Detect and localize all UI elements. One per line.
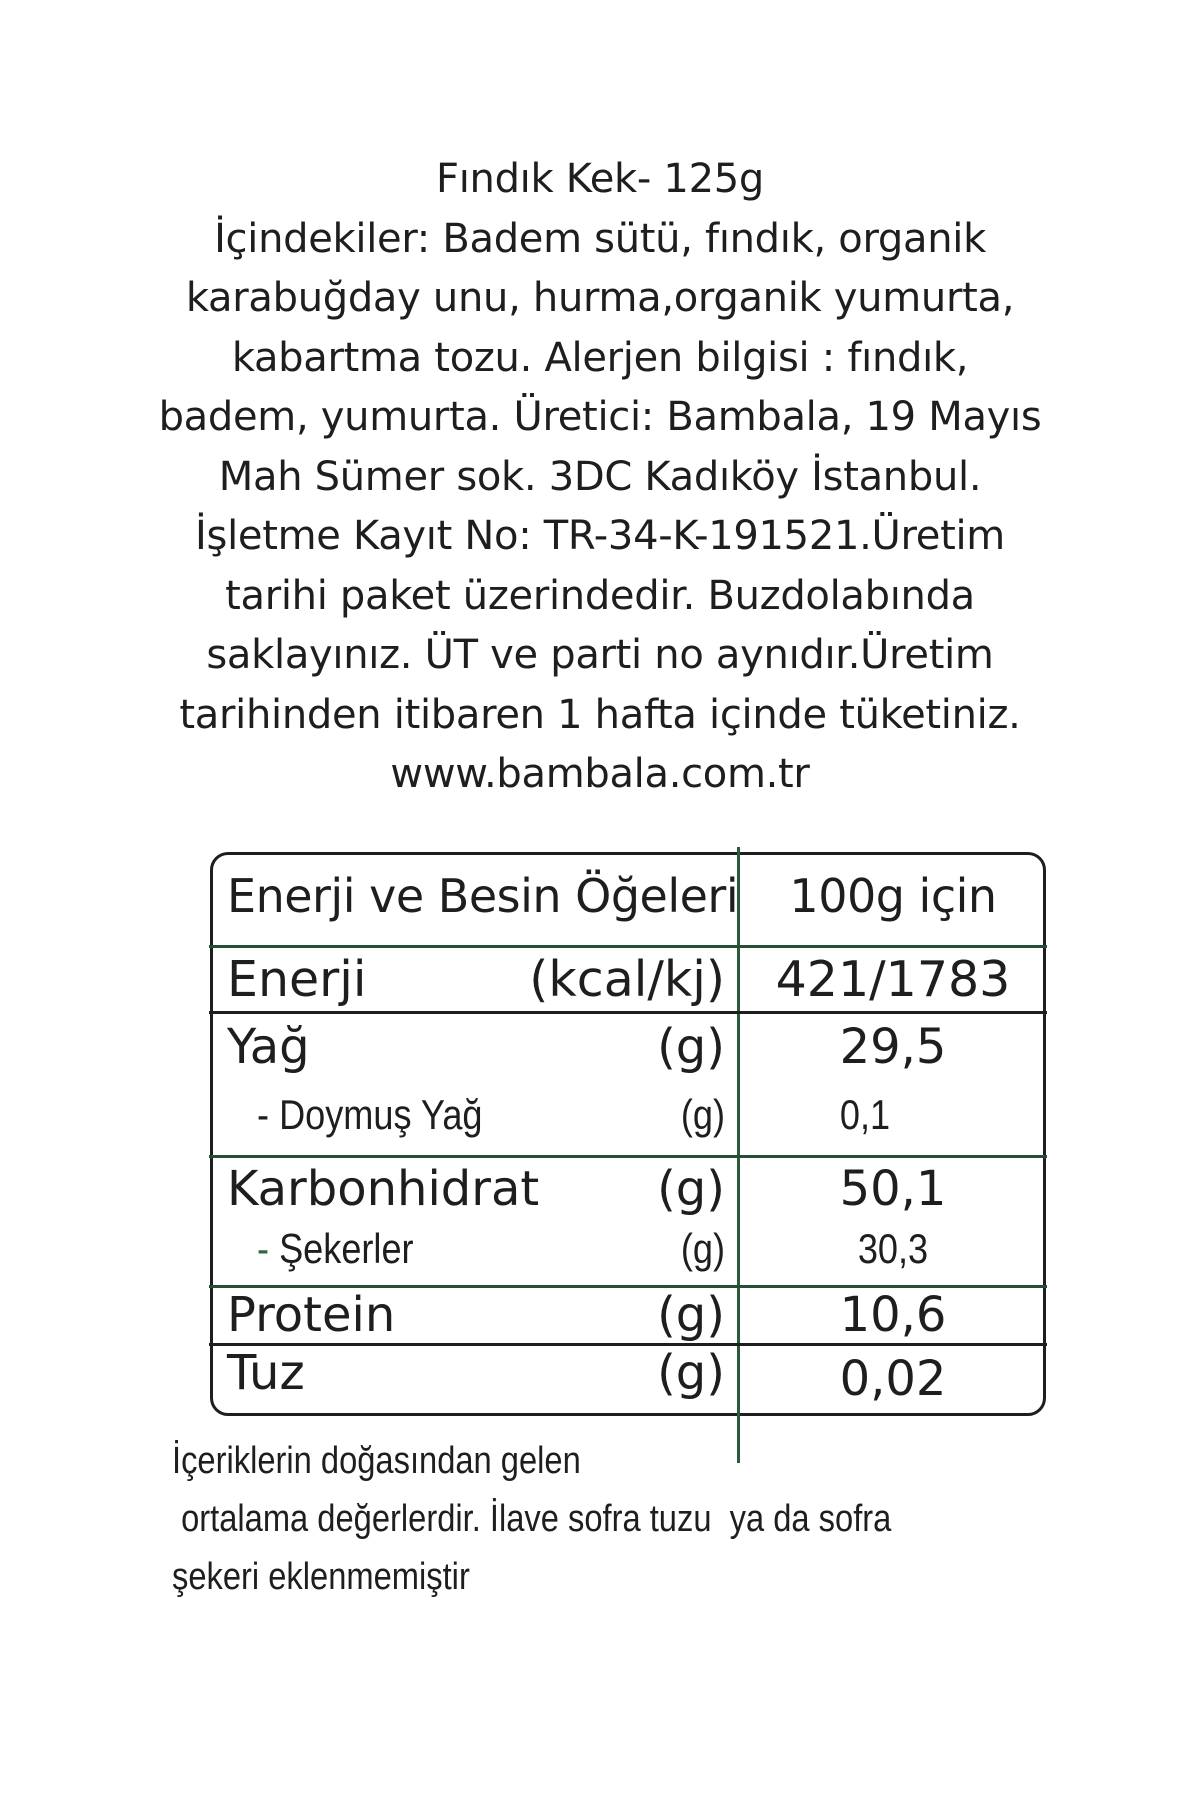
- nutrient-label-protein: Protein: [227, 1287, 396, 1343]
- description-line: İşletme Kayıt No: TR-34-K-191521.Üretim: [195, 513, 1005, 559]
- nutrient-label-sugars: [257, 1225, 414, 1273]
- description-line: tarihinden itibaren 1 hafta içinde tüketiniz.: [179, 691, 1021, 738]
- row-divider: [209, 1011, 1047, 1014]
- nutrient-label-salt: Tuz: [227, 1345, 305, 1401]
- nutrient-unit-carbohydrate: (g): [657, 1161, 725, 1217]
- nutrient-value-saturated-fat: 0,1: [839, 1091, 891, 1138]
- nutrient-value-carbohydrate: 50,1: [839, 1161, 947, 1217]
- nutrient-unit-salt: (g): [657, 1345, 725, 1401]
- description-line: saklayınız. ÜT ve parti no aynıdır.Üretim: [206, 632, 994, 678]
- nutrient-label-fat: Yağ: [227, 1019, 310, 1075]
- nutrient-unit-energy: (kcal/kj): [529, 951, 725, 1008]
- nutrient-sub-label: Doymuş Yağ: [279, 1091, 483, 1138]
- website-text: www.bambala.com.tr: [390, 751, 810, 797]
- footnote: [172, 1432, 946, 1606]
- footnote-line: şekeri eklenmemiştir: [172, 1556, 470, 1598]
- table-header-label: Enerji ve Besin Öğeleri: [227, 869, 739, 923]
- nutrient-unit-sugars: (g): [680, 1225, 725, 1272]
- sub-item-dash: -: [257, 1091, 270, 1138]
- nutrient-label-saturated-fat: [257, 1091, 483, 1139]
- nutrient-value-sugars: 30,3: [857, 1225, 929, 1272]
- table-header-value: 100g için: [789, 869, 997, 923]
- nutrient-label-energy: Enerji: [227, 951, 367, 1008]
- description-line: karabuğday unu, hurma,organik yumurta,: [185, 275, 1015, 321]
- nutrition-table: [210, 852, 1046, 1416]
- description-line: tarihi paket üzerindedir. Buzdolabında: [225, 572, 975, 619]
- row-divider: [209, 1155, 1047, 1158]
- footnote-line: ortalama değerlerdir. İlave sofra tuzu ya da sofra: [172, 1498, 892, 1540]
- row-divider: [209, 945, 1047, 948]
- nutrient-unit-saturated-fat: (g): [680, 1091, 725, 1138]
- description-line: kabartma tozu. Alerjen bilgisi : fındık,: [231, 334, 969, 381]
- product-title: Fındık Kek- 125g: [436, 156, 764, 202]
- sub-item-dash: -: [257, 1225, 270, 1272]
- product-description: [120, 150, 1080, 805]
- nutrient-value-salt: 0,02: [839, 1351, 947, 1407]
- description-line: İçindekiler: Badem sütü, fındık, organik: [214, 215, 986, 262]
- nutrient-unit-protein: (g): [657, 1287, 725, 1343]
- nutrient-value-fat: 29,5: [839, 1019, 947, 1075]
- nutrient-value-energy: 421/1783: [775, 951, 1011, 1008]
- description-line: badem, yumurta. Üretici: Bambala, 19 Mayıs: [158, 394, 1042, 440]
- footnote-line: İçeriklerin doğasından gelen: [172, 1440, 581, 1482]
- nutrient-label-carbohydrate: Karbonhidrat: [227, 1161, 540, 1217]
- description-line: Mah Sümer sok. 3DC Kadıköy İstanbul.: [218, 453, 982, 500]
- nutrient-sub-label: Şekerler: [279, 1225, 414, 1272]
- nutrient-value-protein: 10,6: [839, 1287, 947, 1343]
- nutrient-unit-fat: (g): [657, 1019, 725, 1075]
